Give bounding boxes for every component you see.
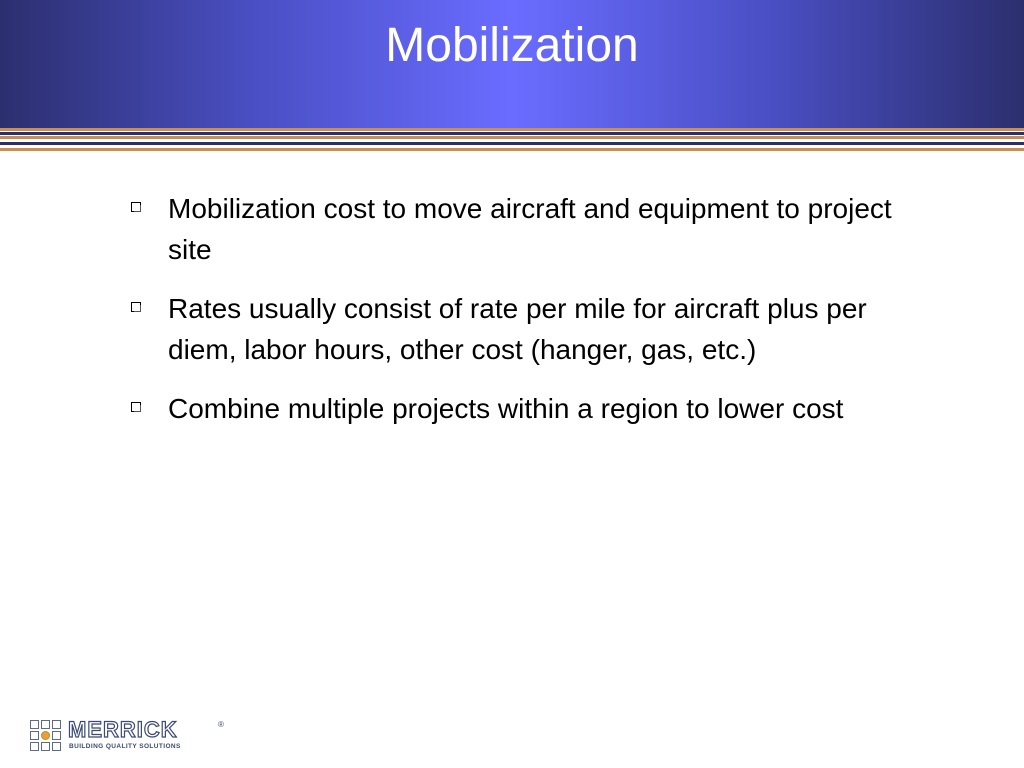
logo-grid-cell xyxy=(52,731,61,740)
registered-mark: ® xyxy=(218,720,224,729)
bullet-text: Rates usually consist of rate per mile for aircraft plus per diem, labor hours, other cost (hanger, gas, etc.) xyxy=(168,293,867,365)
logo-grid-cell xyxy=(30,742,39,751)
stripe-divider xyxy=(0,132,1024,135)
bullet-item xyxy=(128,288,918,370)
decorative-stripes xyxy=(0,128,1024,154)
logo-grid-cell xyxy=(52,742,61,751)
hollow-square-bullet-icon xyxy=(131,202,141,212)
logo-tagline: BUILDING QUALITY SOLUTIONS xyxy=(69,743,181,750)
bullet-item xyxy=(128,388,918,429)
stripe-divider xyxy=(0,142,1024,145)
logo-wordmark: MERRICK xyxy=(68,717,178,742)
merrick-logo xyxy=(30,717,224,754)
logo-grid-cell xyxy=(52,720,61,729)
bullet-list xyxy=(128,188,918,447)
bullet-text: Combine multiple projects within a region to lower cost xyxy=(168,393,844,424)
logo-grid-cell xyxy=(41,742,50,751)
logo-grid-cell xyxy=(30,731,39,740)
logo-grid-cell xyxy=(41,720,50,729)
hollow-square-bullet-icon xyxy=(131,302,141,312)
logo-grid-cell xyxy=(30,720,39,729)
stripe-divider xyxy=(0,148,1024,151)
bullet-text: Mobilization cost to move aircraft and equipment to project site xyxy=(168,193,892,265)
stripe-divider xyxy=(0,136,1024,139)
slide-title: Mobilization xyxy=(385,19,639,72)
stripe-divider xyxy=(0,128,1024,131)
hollow-square-bullet-icon xyxy=(131,402,141,412)
logo-grid-cell-accent xyxy=(41,731,50,740)
merrick-grid-logo-icon xyxy=(30,720,63,753)
bullet-item xyxy=(128,188,918,270)
